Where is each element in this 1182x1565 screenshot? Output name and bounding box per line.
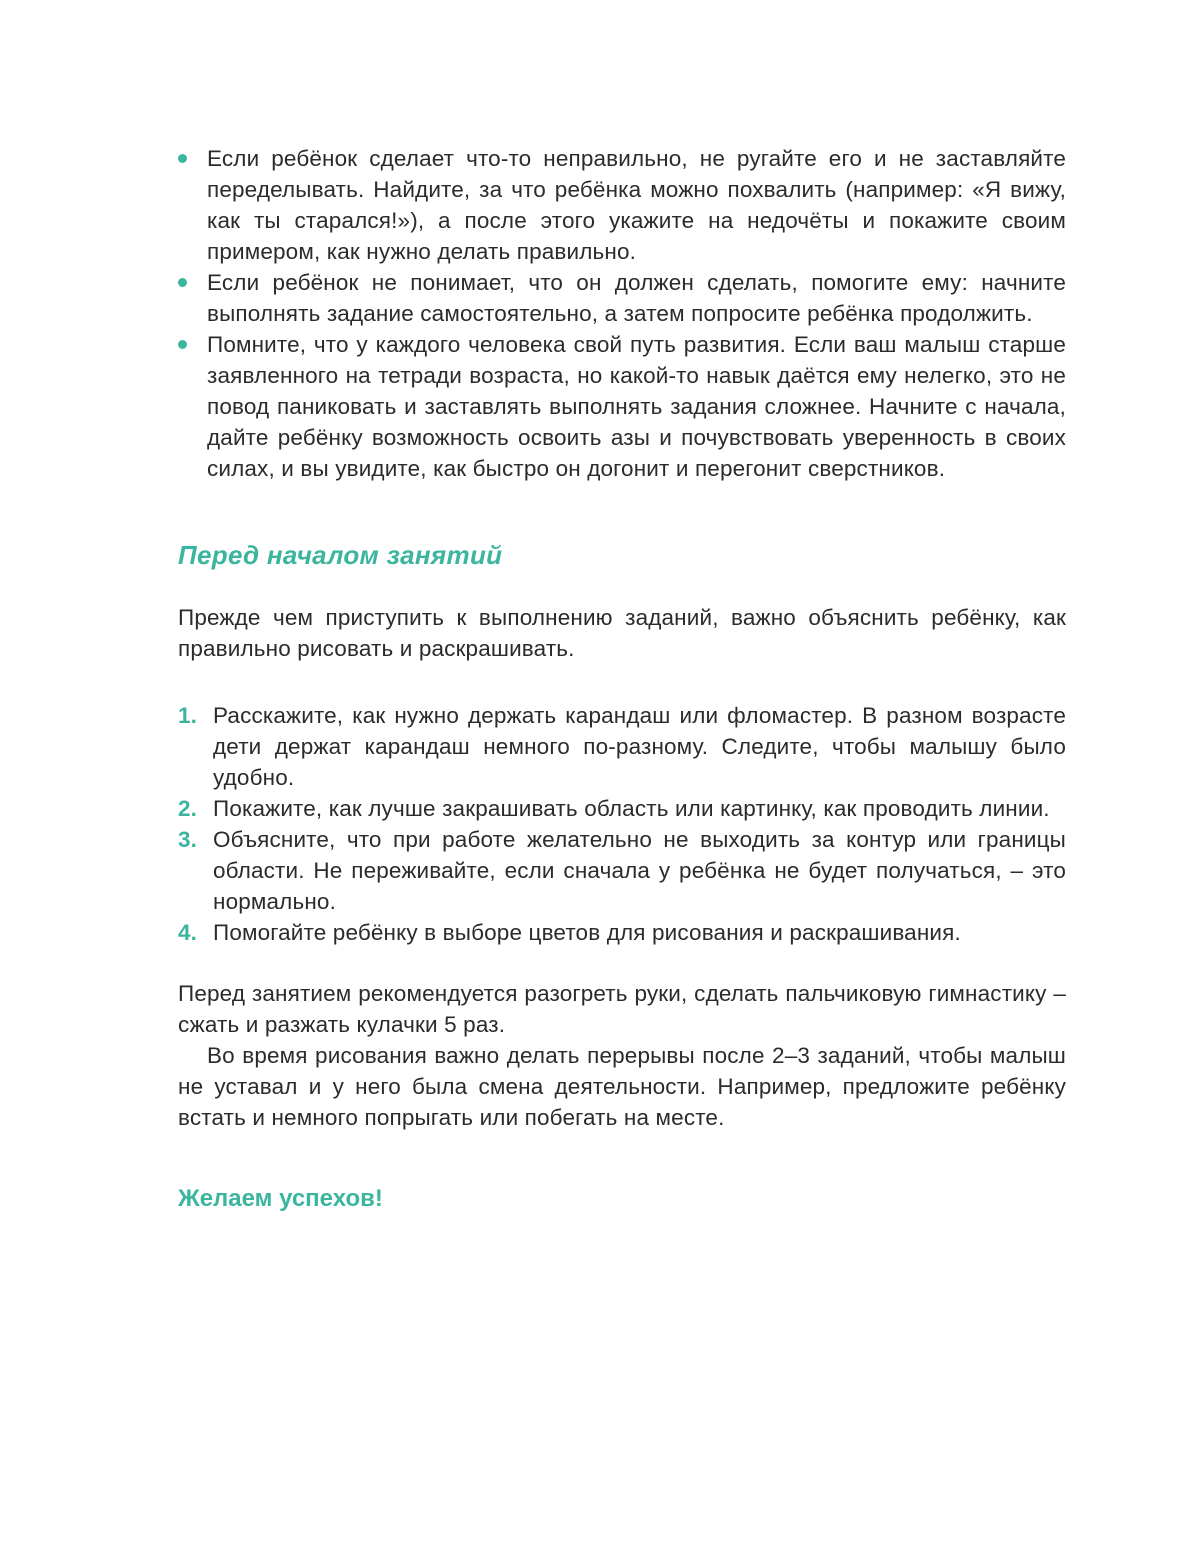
step-item: [178, 700, 1066, 793]
tips-list: [178, 143, 1066, 484]
step-text: Объясните, что при работе желательно не выходить за контур или границы области. Не переживайте, если сначала у ребёнка не будет получаться, – это нормально.: [213, 827, 1066, 914]
advice-paragraph: Перед занятием рекомендуется разогреть руки, сделать пальчиковую гимнастику – сжать и разжать кулачки 5 раз.: [178, 981, 1066, 1037]
step-text: Покажите, как лучше закрашивать область или картинку, как проводить линии.: [213, 796, 1050, 821]
step-item: [178, 793, 1066, 824]
tip-text: Если ребёнок сделает что-то неправильно, не ругайте его и не заставляйте переделывать. Найдите, за что ребёнка можно похвалить (например: «Я вижу, как ты старался!»), а после этого укажите на недочёты и покажите своим примером, как нужно делать правильно.: [207, 146, 1066, 264]
bullet-dot-icon: [178, 154, 187, 163]
list-item: [178, 143, 1066, 267]
step-number: 3.: [178, 827, 198, 852]
step-item: [178, 917, 1066, 948]
tip-text: Если ребёнок не понимает, что он должен сделать, помогите ему: начните выполнять задание самостоятельно, а затем попросите ребёнка продолжить.: [207, 270, 1066, 326]
step-number: 1.: [178, 703, 198, 728]
tip-text: Помните, что у каждого человека свой путь развития. Если ваш малыш старше заявленного на тетради возраста, но какой-то навык даётся ему нелегко, это не повод паниковать и заставлять выполнять задания сложнее. Начните с начала, дайте ребёнку возможность освоить азы и почувствовать уверенность в своих силах, и вы увидите, как быстро он догонит и перегонит сверстников.: [207, 332, 1066, 481]
step-number: 2.: [178, 796, 198, 821]
steps-list: [178, 700, 1066, 948]
bullet-dot-icon: [178, 278, 187, 287]
advice-paragraph: Во время рисования важно делать перерывы после 2–3 заданий, чтобы малыш не уставал и у него была смена деятельности. Например, предложите ребёнку встать и немного попрыгать или побегать на месте.: [178, 1043, 1066, 1130]
section-title: Перед началом занятий: [178, 540, 503, 570]
document-page: [178, 143, 1066, 1215]
closing-wish: Желаем успехов!: [178, 1185, 383, 1212]
step-item: [178, 824, 1066, 917]
intro-paragraph: Прежде чем приступить к выполнению заданий, важно объяснить ребёнку, как правильно рисовать и раскрашивать.: [178, 605, 1066, 661]
list-item: [178, 267, 1066, 329]
list-item: [178, 329, 1066, 484]
step-text: Помогайте ребёнку в выборе цветов для рисования и раскрашивания.: [213, 920, 961, 945]
step-number: 4.: [178, 920, 198, 945]
bullet-dot-icon: [178, 340, 187, 349]
step-text: Расскажите, как нужно держать карандаш или фломастер. В разном возрасте дети держат карандаш немного по-разному. Следите, чтобы малышу было удобно.: [213, 703, 1066, 790]
